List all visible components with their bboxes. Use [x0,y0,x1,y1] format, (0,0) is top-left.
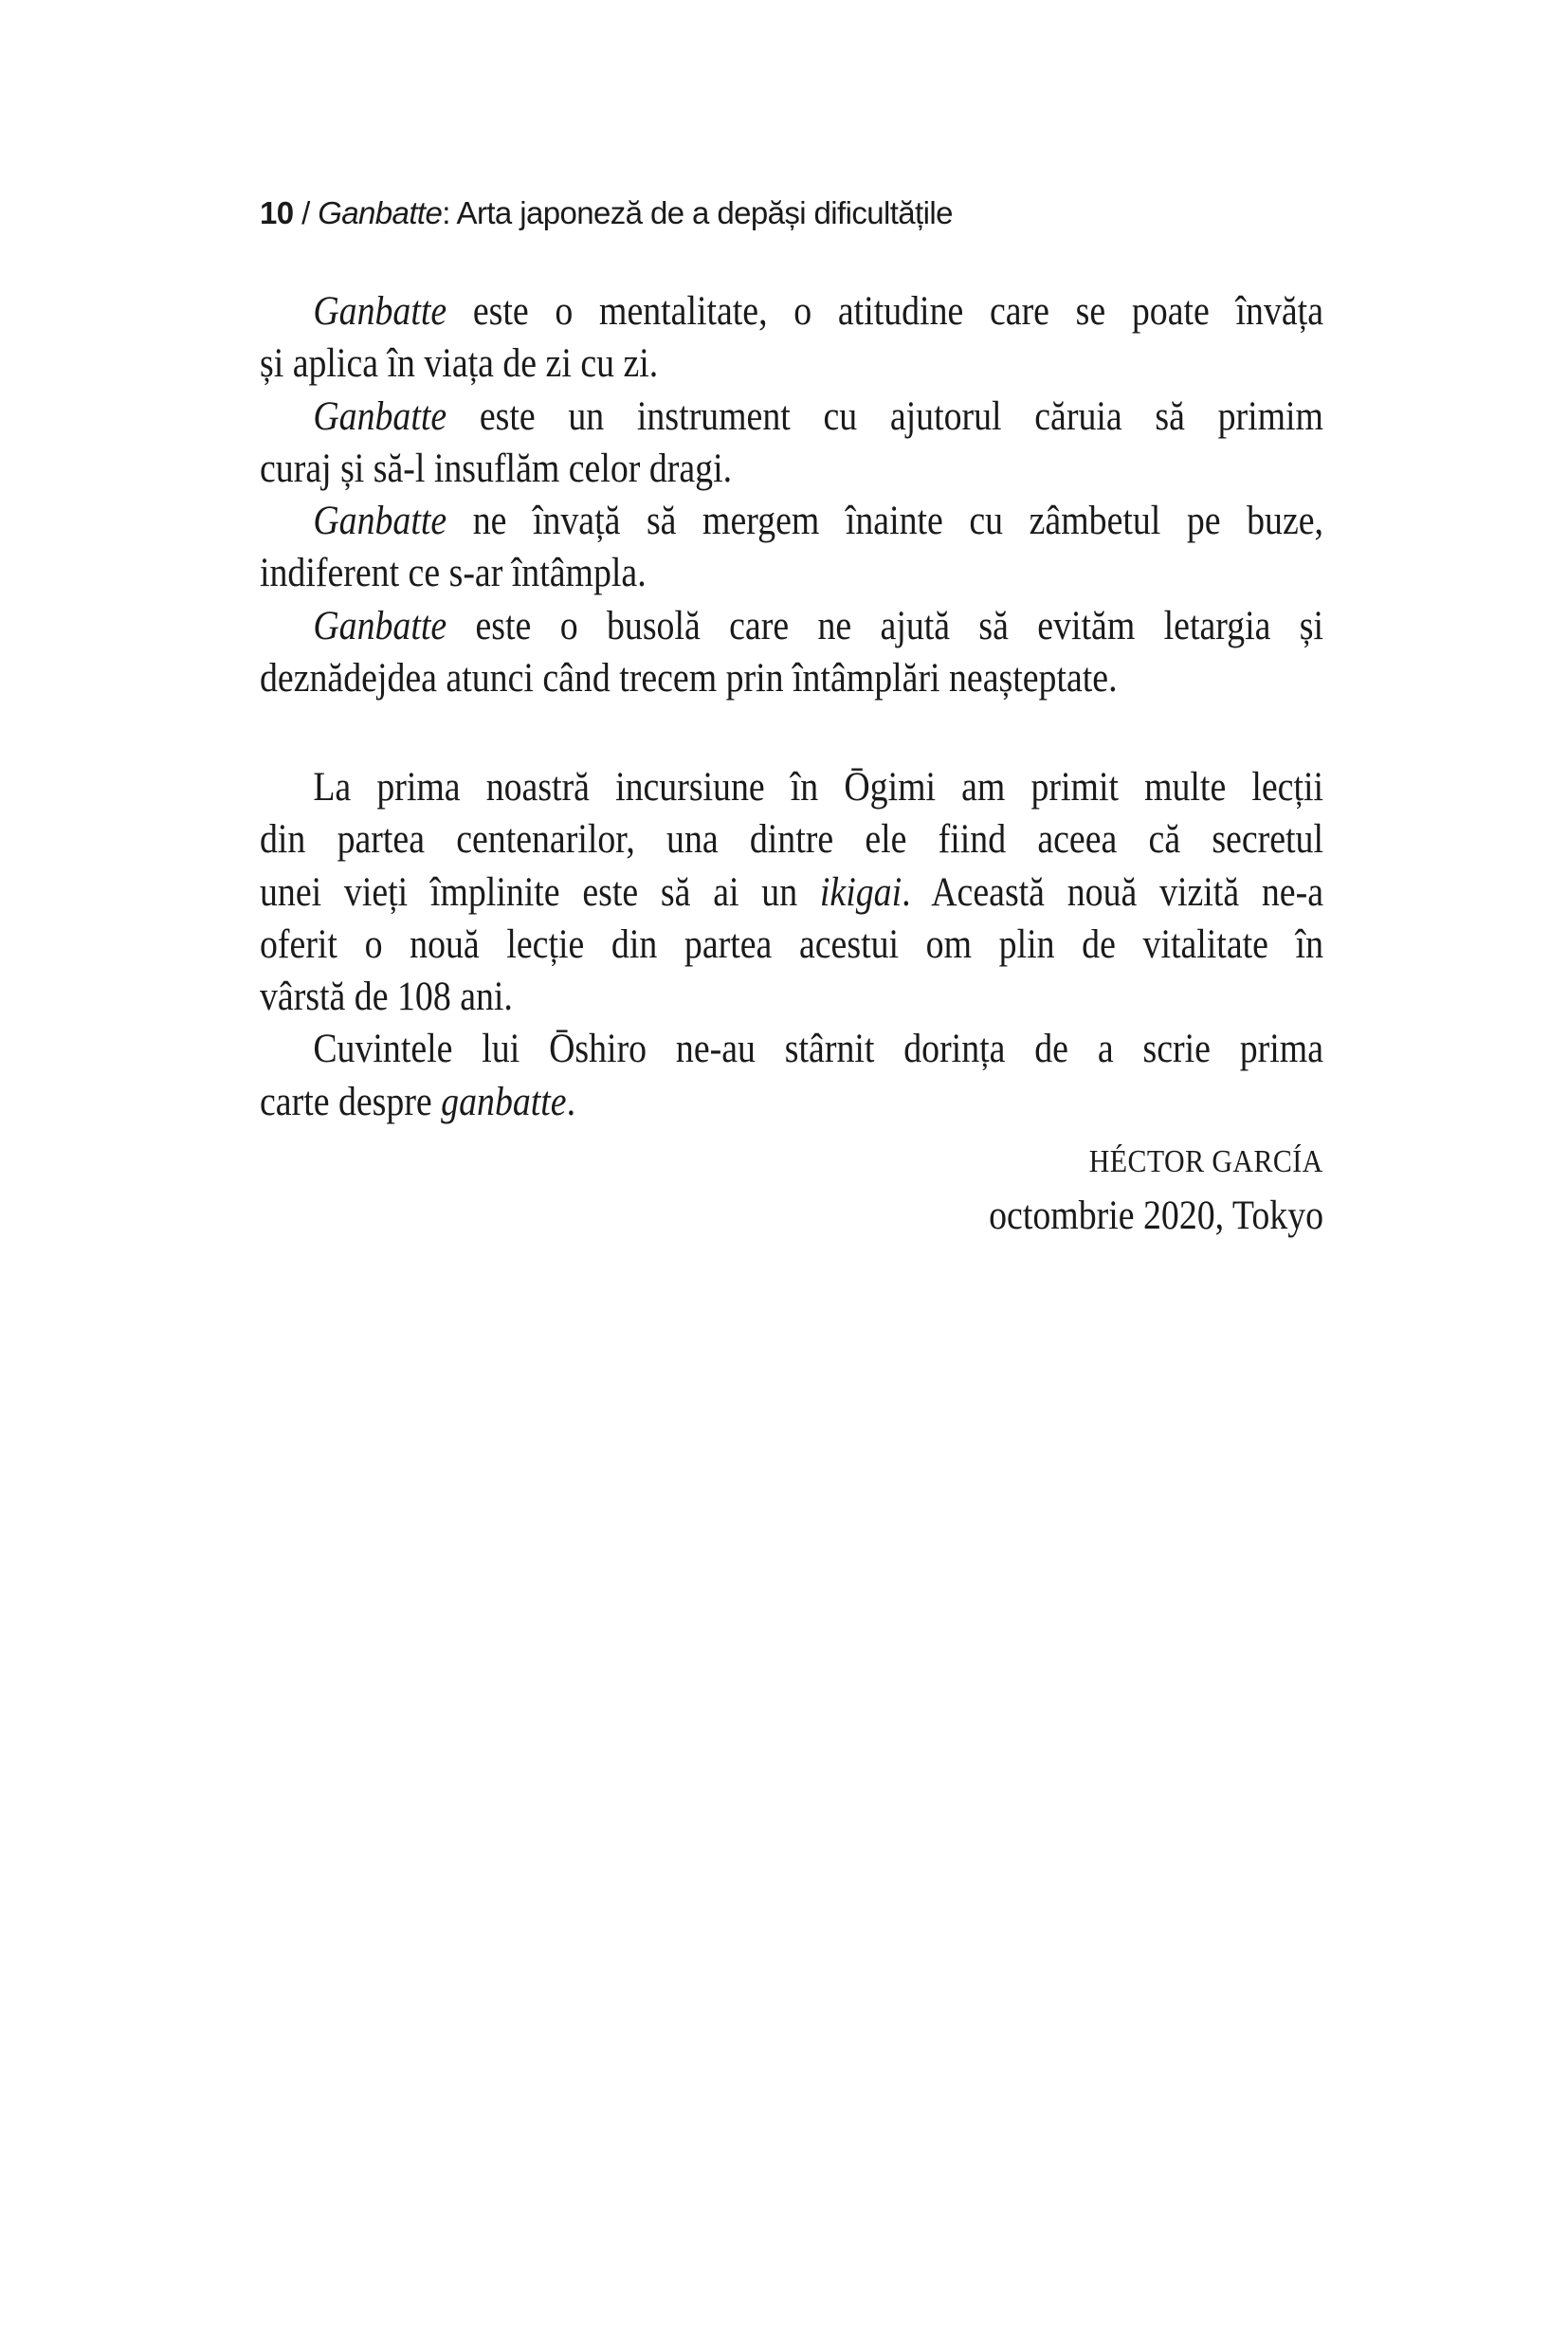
text-line [260,600,1323,652]
italic-text: Ganbatte [313,393,447,439]
text-line [260,443,1323,495]
header-separator: / [293,195,319,230]
text-line [260,391,1323,443]
text-run: unei vieți împlinite este să ai un [260,869,820,915]
text-run: La prima noastră incursiune în Ōgimi am primit multe lecții [313,765,1323,810]
text-run: este o mentalitate, o atitudine care se poate învăța [447,289,1323,334]
text-line [260,919,1323,971]
book-title-italic: Ganbatte [318,195,443,230]
text-run: ne învață să mergem înainte cu zâmbetul pe buze, [447,499,1323,544]
text-run: carte despre [260,1079,442,1124]
text-line [260,652,1323,704]
text-line [260,495,1323,547]
italic-text: ikigai [819,869,903,915]
running-header [260,195,953,231]
text-run: Cuvintele lui Ōshiro ne-au stârnit dorința de a scrie prima [313,1027,1323,1072]
text-run: din partea centenarilor, una dintre ele fiind aceea că secretul [260,817,1323,863]
text-line [260,337,1323,390]
author-signature: HÉCTOR GARCÍA [1088,1144,1323,1179]
text-line [260,547,1323,599]
body-paragraphs-ganbatte [260,285,1323,704]
text-line [260,761,1323,813]
text-line [260,866,1323,919]
book-title-rest: : Arta japoneză de a depăși dificultățile [442,195,953,230]
text-run: deznădejdea atunci când trecem prin întâmplări neașteptate. [260,656,1118,702]
text-line [260,971,1323,1023]
text-run: vârstă de 108 ani. [260,975,513,1020]
italic-text: Ganbatte [313,499,447,544]
body-paragraphs-ogimi [260,761,1323,1128]
text-run: . Această nouă vizită ne-a [902,869,1323,915]
text-line [260,813,1323,866]
text-line [260,285,1323,337]
text-run: indiferent ce s-ar întâmpla. [260,551,647,596]
text-run: și aplica în viața de zi cu zi. [260,341,659,387]
signature-date-place: octombrie 2020, Tokyo [989,1194,1323,1238]
italic-text: Ganbatte [313,289,447,334]
text-run: oferit o nouă lecție din partea acestui om plin de vitalitate în [260,921,1323,967]
text-run: este un instrument cu ajutorul căruia să primim [447,393,1323,439]
italic-text: ganbatte [441,1079,567,1124]
text-run: este o busolă care ne ajută să evităm letargia și [447,603,1323,648]
text-line [260,1076,1323,1128]
text-run: . [566,1079,576,1124]
text-run: curaj și să-l insuflăm celor dragi. [260,446,733,491]
italic-text: Ganbatte [313,603,447,648]
text-line [260,1023,1323,1075]
page-number: 10 [260,195,294,230]
